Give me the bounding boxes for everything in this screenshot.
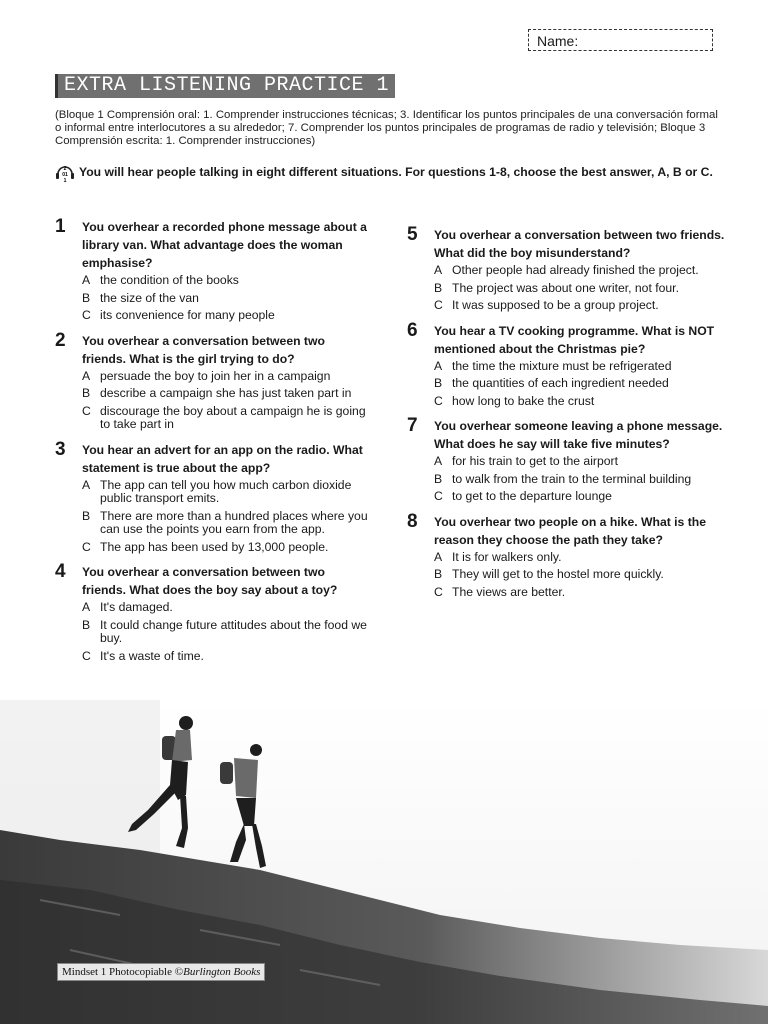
svg-text:1: 1 bbox=[63, 178, 67, 184]
option-text: The project was about one writer, not four. bbox=[452, 280, 679, 295]
option-text: the condition of the books bbox=[100, 273, 239, 287]
question-4 bbox=[55, 563, 370, 663]
option-letter: B bbox=[82, 508, 91, 523]
answer-option-b[interactable] bbox=[82, 510, 370, 537]
option-text: discourage the boy about a campaign he is going to take part in bbox=[100, 403, 366, 431]
question-8 bbox=[407, 510, 727, 600]
questions-right-column bbox=[407, 226, 727, 608]
option-text: to walk from the train to the terminal building bbox=[452, 471, 692, 486]
answer-option-b[interactable] bbox=[434, 282, 727, 296]
option-letter: B bbox=[434, 471, 443, 486]
question-text: You overhear a conversation between two friends. What is the girl trying to do? bbox=[82, 333, 325, 366]
answer-option-a[interactable] bbox=[82, 601, 370, 615]
svg-text:2: 2 bbox=[63, 166, 67, 172]
question-3 bbox=[55, 438, 370, 555]
question-number: 8 bbox=[407, 510, 418, 532]
option-letter: C bbox=[82, 403, 91, 418]
question-5 bbox=[407, 226, 727, 313]
option-letter: B bbox=[82, 386, 91, 400]
answer-option-a[interactable] bbox=[434, 455, 727, 469]
option-text: It is for walkers only. bbox=[452, 549, 562, 564]
option-letter: A bbox=[82, 273, 91, 287]
svg-text:01: 01 bbox=[62, 172, 68, 178]
question-6 bbox=[407, 319, 727, 409]
answer-option-c[interactable] bbox=[82, 309, 370, 323]
question-number: 7 bbox=[407, 415, 418, 436]
headphones-icon bbox=[55, 162, 75, 184]
answer-option-c[interactable] bbox=[434, 586, 727, 600]
option-letter: A bbox=[434, 454, 443, 468]
option-text: They will get to the hostel more quickly. bbox=[452, 567, 664, 581]
answer-option-c[interactable] bbox=[434, 490, 727, 504]
option-text: The app has been used by 13,000 people. bbox=[100, 539, 329, 554]
answer-option-c[interactable] bbox=[82, 405, 370, 432]
answer-option-b[interactable] bbox=[82, 292, 370, 306]
question-text: You overhear two people on a hike. What is the reason they choose the path they take? bbox=[434, 514, 707, 547]
option-text: There are more than a hundred places where you can use the points you earn from the app. bbox=[100, 508, 368, 536]
option-text: It's damaged. bbox=[100, 600, 173, 614]
intro-text: (Bloque 1 Comprensión oral: 1. Comprender instrucciones técnicas; 3. Identificar los puntos principales de una conversación formal o informal entre interlocutores a su alrededor; 7. Comprender los puntos principales de programas de radio y televisión; Bloque 3 Comprensión escrita: 1. Comprender instrucciones) bbox=[55, 109, 718, 147]
publisher-name: Burlington Books bbox=[183, 966, 261, 978]
option-letter: C bbox=[82, 539, 91, 554]
option-letter: C bbox=[434, 298, 443, 312]
option-text: It could change future attitudes about the food we buy. bbox=[100, 617, 367, 645]
question-number: 3 bbox=[55, 438, 66, 460]
option-letter: C bbox=[82, 308, 91, 322]
question-7 bbox=[407, 417, 727, 504]
option-text: for his train to get to the airport bbox=[452, 454, 618, 468]
instruction-text: You will hear people talking in eight different situations. For questions 1-8, choose the best answer, A, B or C. bbox=[79, 165, 713, 180]
footer-text: Mindset 1 Photocopiable © bbox=[62, 966, 184, 978]
answer-option-a[interactable] bbox=[82, 274, 370, 288]
option-text: The app can tell you how much carbon dioxide public transport emits. bbox=[100, 477, 352, 505]
option-text: It's a waste of time. bbox=[100, 648, 204, 663]
option-letter: A bbox=[82, 477, 91, 492]
option-text: how long to bake the crust bbox=[452, 393, 595, 408]
option-text: describe a campaign she has just taken part in bbox=[100, 386, 352, 400]
option-letter: A bbox=[82, 600, 91, 614]
option-letter: A bbox=[434, 358, 443, 373]
question-text: You overhear a recorded phone message about a library van. What advantage does the woman emphasise? bbox=[82, 220, 367, 270]
option-letter: C bbox=[434, 393, 443, 408]
question-text: You hear an advert for an app on the radio. What statement is true about the app? bbox=[82, 442, 363, 475]
answer-option-b[interactable] bbox=[82, 619, 370, 646]
answer-option-c[interactable] bbox=[82, 541, 370, 555]
option-letter: B bbox=[82, 617, 91, 632]
option-text: persuade the boy to join her in a campaign bbox=[100, 368, 331, 383]
answer-option-a[interactable] bbox=[434, 360, 727, 374]
question-text: You hear a TV cooking programme. What is NOT mentioned about the Christmas pie? bbox=[434, 323, 715, 356]
option-letter: C bbox=[82, 648, 91, 663]
copyright-footer bbox=[57, 963, 265, 981]
option-letter: B bbox=[434, 280, 443, 295]
instructions bbox=[55, 162, 715, 184]
option-text: the size of the van bbox=[100, 290, 199, 305]
question-2 bbox=[55, 329, 370, 432]
answer-option-a[interactable] bbox=[434, 264, 727, 278]
option-letter: A bbox=[82, 368, 91, 383]
option-text: The views are better. bbox=[452, 584, 566, 599]
answer-option-b[interactable] bbox=[434, 568, 727, 582]
option-text: It was supposed to be a group project. bbox=[452, 298, 659, 312]
answer-option-a[interactable] bbox=[82, 370, 370, 384]
option-letter: A bbox=[434, 549, 443, 564]
question-number: 6 bbox=[407, 319, 418, 341]
question-text: You overhear someone leaving a phone message. What does he say will take five minutes? bbox=[434, 419, 723, 451]
question-text: You overhear a conversation between two friends. What did the boy misunderstand? bbox=[434, 228, 725, 260]
question-number: 1 bbox=[55, 216, 66, 237]
answer-option-b[interactable] bbox=[434, 473, 727, 487]
page-title: EXTRA LISTENING PRACTICE 1 bbox=[55, 74, 395, 98]
option-letter: B bbox=[434, 376, 443, 390]
option-text: its convenience for many people bbox=[100, 308, 275, 322]
answer-option-b[interactable] bbox=[434, 377, 727, 391]
option-text: Other people had already finished the project. bbox=[452, 263, 699, 277]
option-text: to get to the departure lounge bbox=[452, 489, 612, 503]
question-number: 5 bbox=[407, 224, 418, 245]
answer-option-a[interactable] bbox=[82, 479, 370, 506]
answer-option-c[interactable] bbox=[434, 299, 727, 313]
option-letter: A bbox=[434, 263, 443, 277]
option-letter: B bbox=[434, 567, 443, 581]
option-text: the time the mixture must be refrigerated bbox=[452, 358, 672, 373]
answer-option-b[interactable] bbox=[82, 387, 370, 401]
question-1 bbox=[55, 218, 370, 323]
option-text: the quantities of each ingredient needed bbox=[452, 376, 669, 390]
question-text: You overhear a conversation between two friends. What does the boy say about a toy? bbox=[82, 565, 338, 597]
option-letter: C bbox=[434, 584, 443, 599]
answer-option-c[interactable] bbox=[434, 395, 727, 409]
name-field[interactable]: Name: bbox=[528, 29, 713, 51]
question-number: 4 bbox=[55, 561, 66, 582]
answer-option-a[interactable] bbox=[434, 551, 727, 565]
option-letter: C bbox=[434, 489, 443, 503]
questions-left-column bbox=[55, 218, 370, 672]
option-letter: B bbox=[82, 290, 91, 305]
answer-option-c[interactable] bbox=[82, 650, 370, 664]
question-number: 2 bbox=[55, 329, 66, 351]
